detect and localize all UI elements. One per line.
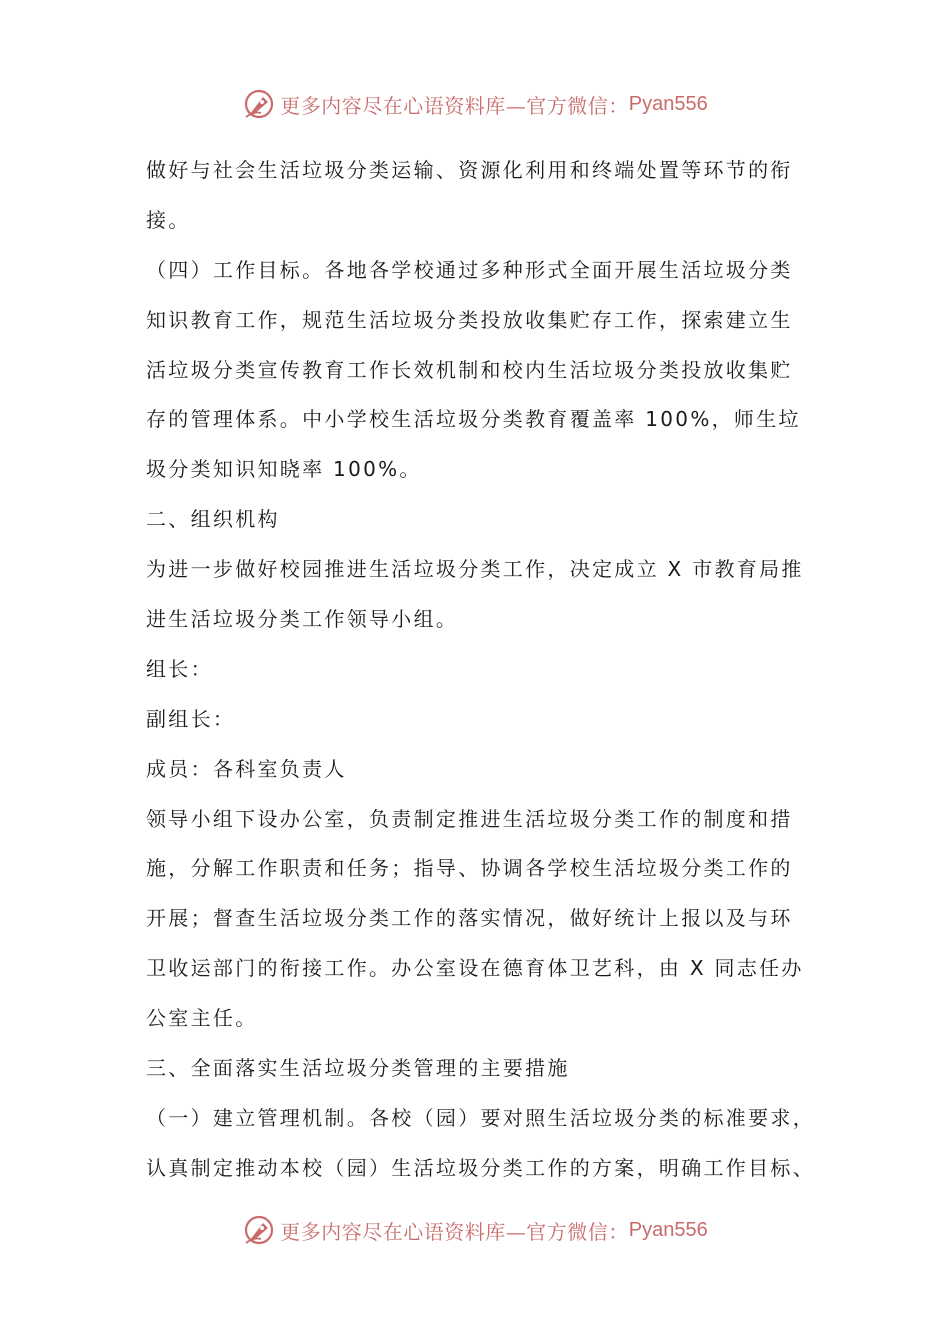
paragraph-line: 卫收运部门的衔接工作。办公室设在德育体卫艺科，由 X 同志任办 <box>146 956 804 981</box>
paragraph-line: 进生活垃圾分类工作领导小组。 <box>146 607 459 632</box>
paragraph-line: 成员：各科室负责人 <box>146 756 347 781</box>
document-body <box>146 146 815 1194</box>
watermark-header <box>0 84 950 124</box>
pen-nib-icon <box>242 87 276 121</box>
paragraph-line: 施，分解工作职责和任务；指导、协调各学校生活垃圾分类工作的 <box>146 856 793 881</box>
paragraph-line: （四）工作目标。各地各学校通过多种形式全面开展生活垃圾分类 <box>146 257 793 282</box>
paragraph-line: 活垃圾分类宣传教育工作长效机制和校内生活垃圾分类投放收集贮 <box>146 357 793 382</box>
paragraph-line: 存的管理体系。中小学校生活垃圾分类教育覆盖率 100%，师生垃 <box>146 407 801 432</box>
paragraph-line: （一）建立管理机制。各校（园）要对照生活垃圾分类的标准要求， <box>146 1105 815 1130</box>
paragraph-line: 领导小组下设办公室，负责制定推进生活垃圾分类工作的制度和措 <box>146 806 793 831</box>
watermark-text: 更多内容尽在心语资料库—官方微信： <box>280 93 629 118</box>
paragraph-line: 副组长： <box>146 706 236 731</box>
paragraph-line: 认真制定推动本校（园）生活垃圾分类工作的方案，明确工作目标、 <box>146 1155 815 1180</box>
paragraph-line: 接。 <box>146 207 191 232</box>
watermark-text: 更多内容尽在心语资料库—官方微信： <box>280 1219 629 1244</box>
paragraph-line: 组长： <box>146 656 213 681</box>
paragraph-line: 公室主任。 <box>146 1006 258 1031</box>
section-heading: 二、组织机构 <box>146 507 280 532</box>
paragraph-line: 开展；督查生活垃圾分类工作的落实情况，做好统计上报以及与环 <box>146 906 793 931</box>
paragraph-line: 圾分类知识知晓率 100%。 <box>146 457 422 482</box>
paragraph-line: 知识教育工作，规范生活垃圾分类投放收集贮存工作，探索建立生 <box>146 307 793 332</box>
section-heading: 三、全面落实生活垃圾分类管理的主要措施 <box>146 1056 570 1081</box>
paragraph-line: 做好与社会生活垃圾分类运输、资源化利用和终端处置等环节的衔 <box>146 158 793 182</box>
paragraph-line: 为进一步做好校园推进生活垃圾分类工作，决定成立 X 市教育局推 <box>146 557 804 582</box>
watermark-footer <box>0 1210 950 1250</box>
watermark-id: Pyan556 <box>628 1218 708 1241</box>
watermark-id: Pyan556 <box>628 92 708 115</box>
pen-nib-icon <box>242 1213 276 1247</box>
